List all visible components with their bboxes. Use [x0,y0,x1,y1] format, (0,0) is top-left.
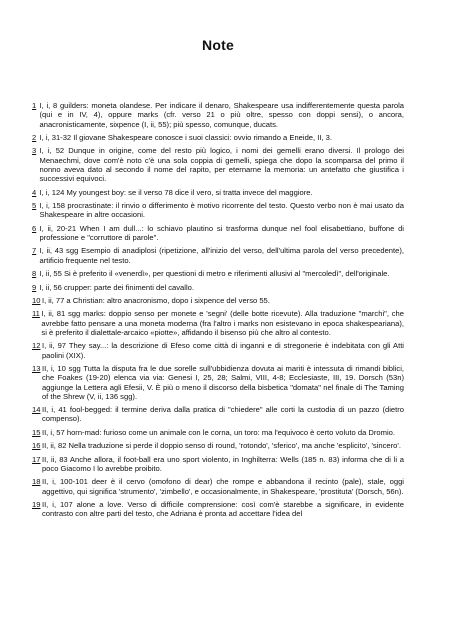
note-item [32,246,404,265]
note-text: I, ii, 20-21 When I am dull...: lo schiavo plautino si trasforma dunque nel fool elisabettiano, buffone di professione e "corruttore di parole". [39,223,404,242]
note-text: I, ii, 56 crupper: parte dei finimenti del cavallo. [39,282,194,292]
note-number-link[interactable]: 11 [32,309,40,319]
notes-list [32,101,404,519]
note-number-link[interactable]: 17 [32,454,41,464]
note-text: II, i, 10 sgg Tutta la disputa fra le due sorelle sull'ubbidienza dovuta ai mariti è intessuta di rimandi biblici, che Foakes (19-20) elenca via via: Genesi I, 25, 28; Salmi, VIII, 4-8; Ecclesiaste, III, 19. Dorsch (53n) aggiunge la Lettera agli Efesii, V. È più o meno il discorso della bisbetica "domata" nel finale di The Taming of the Shrew (V, ii, 136 sgg). [41,364,404,401]
note-item [32,477,404,496]
note-number-link[interactable]: 4 [32,187,37,197]
note-number-link[interactable]: 14 [32,405,41,415]
note-number-link[interactable]: 9 [32,282,37,292]
note-text: I, i, 124 My youngest boy: se il verso 78 dice il vero, si tratta invece del maggiore. [39,187,313,197]
note-item [32,188,404,197]
note-item [32,405,404,424]
note-text: II, i, 57 horn-mad: furioso come un animale con le corna, un toro: ma l'equivoco è certo voluto da Dromio. [41,427,396,437]
note-text: I, i, 52 Dunque in origine, come del resto più logico, i nomi dei gemelli erano diversi. Il prologo dei Menaechmi, dove com'è noto c'è una sola coppia di gemelli, spiega che dopo la scomparsa del primo il nonno aveva dato al secondo il nome del rapito, per eternarne la memoria: un antefatto che giustifica i successivi equivoci. [39,146,404,184]
note-item [32,269,404,278]
note-number-link[interactable]: 18 [32,477,41,487]
note-number-link[interactable]: 19 [32,500,41,510]
note-number-link[interactable]: 15 [32,427,41,437]
note-item [32,364,404,401]
note-item [32,101,404,129]
note-item [32,428,404,437]
note-number-link[interactable]: 5 [32,201,37,210]
note-text: II, ii, 82 Nella traduzione si perde il doppio senso di round, 'rotondo', 'sferico', ma anche 'esplicito', 'sincero'. [41,441,401,451]
note-item [32,283,404,292]
note-text: I, ii, 43 sgg Esempio di anadiplosi (ripetizione, all'inizio del verso, dell'ultima parola del verso precedente), artificio frequente nel testo. [39,246,404,265]
note-item [32,201,404,220]
note-item [32,500,404,519]
note-text: I, ii, 55 Si è preferito il «venerdì», per questioni di metro e riferimenti allusivi al "mercoledì", dell'originale. [39,269,390,279]
note-number-link[interactable]: 3 [32,146,37,156]
note-number-link[interactable]: 12 [32,341,41,351]
note-text: I, ii, 81 sgg marks: doppio senso per monete e 'segni' (delle botte ricevute). Alla traduzione "marchi", che avrebbe fatto pensare a una moneta moderna (fra l'altro i marks non esistevano in epoca shakespeariana), si è preferito il dialettale-arcaico «piotte», affidando il bisenso più che altro al contesto. [41,309,404,337]
note-item [32,441,404,450]
note-item [32,296,404,305]
note-item [32,133,404,142]
note-number-link[interactable]: 13 [32,364,41,373]
note-text: II, ii, 83 Anche allora, il foot-ball era uno sport violento, in Inghilterra: Wells (185 n. 83) informa che di li a poco Giacomo I lo avrebbe proibito. [41,454,404,473]
note-text: I, i, 31-32 Il giovane Shakespeare conosce i suoi classici: ovvio rimando a Eneide, II, 3. [39,132,333,142]
note-number-link[interactable]: 10 [32,295,41,305]
note-number-link[interactable]: 6 [32,223,37,233]
note-text: I, i, 158 procrastinate: il rinvio o differimento è motivo ricorrente del testo. Questo verbo non è mai usato da Shakespeare in altre occasioni. [39,201,404,220]
note-text: II, i, 100-101 deer è il cervo (omofono di dear) che rompe e abbandona il recinto (pale), stale, oggi aggettivo, qui significa 'strumento', 'zimbello', e occasionalmente, in Shakespeare, 'prostituta' (Dorsch, 56n). [41,477,404,496]
note-item [32,341,404,360]
note-item [32,146,404,183]
page-title: Note [202,37,234,53]
note-number-link[interactable]: 2 [32,132,37,142]
note-text: I, i, 8 guilders: moneta olandese. Per indicare il denaro, Shakespeare usa indifferentemente questa parola (qui e in IV, 4), oppure marks (cfr. verso 21 o più oltre, spesso con doppi sensi), o ancora, anacronisticamente, sixpence (I, ii, 55); più spesso, comunque, ducats. [39,101,404,129]
note-item [32,309,404,337]
note-text: I, ii, 77 a Christian: altro anacronismo, dopo i sixpence del verso 55. [41,295,270,305]
note-text: II, i, 107 alone a love. Verso di difficile comprensione: così com'è starebbe a significare, in evidente contrasto con altre parti del testo, che Adriana è pronta ad accettare l'idea del [41,500,404,519]
note-number-link[interactable]: 8 [32,269,37,279]
note-item [32,224,404,243]
note-number-link[interactable]: 7 [32,246,37,256]
note-number-link[interactable]: 1 [32,101,37,110]
note-text: I, ii, 97 They say...: la descrizione di Efeso come città di inganni e di stregonerie è indebitata con gli Atti paolini (XIX). [41,341,404,360]
note-item [32,455,404,474]
note-text: II, i, 41 fool-begged: il termine deriva dalla pratica di "chiedere" alle corti la custodia di un pazzo (dietro compenso). [41,405,404,424]
note-number-link[interactable]: 16 [32,441,41,451]
